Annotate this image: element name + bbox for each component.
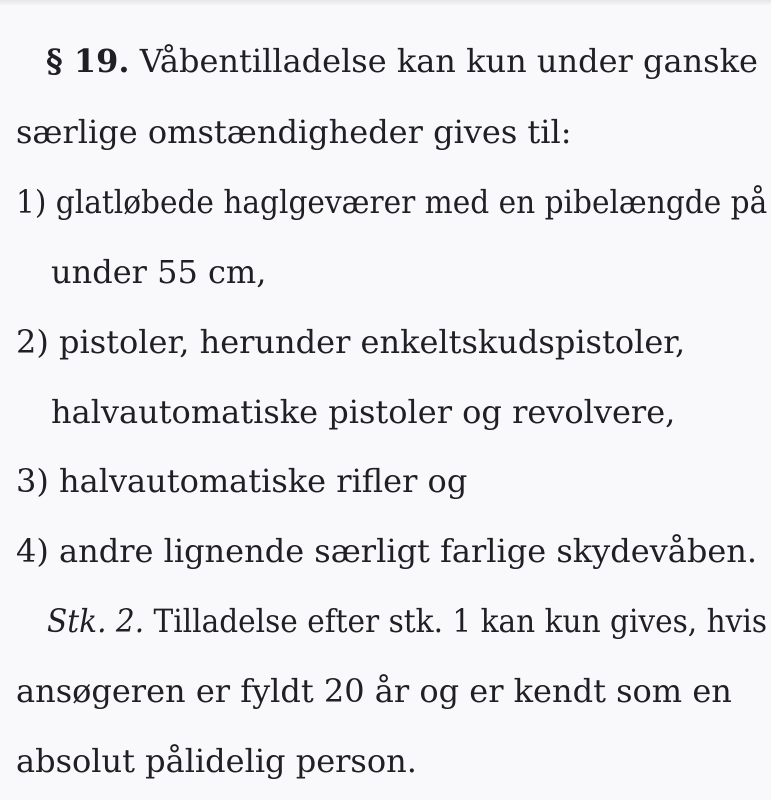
list-item-text: pistoler, herunder enkeltskudspistoler, <box>59 323 686 361</box>
stk2-line-1 <box>47 601 767 641</box>
list-item-text: andre lignende særligt farlige skydevåben. <box>59 532 758 570</box>
list-item-text-continued: halvautomatiske pistoler og revolvere, <box>51 393 676 431</box>
section-intro-text-1: Våbentilladelse kan kun under ganske <box>139 42 758 80</box>
section-intro-text-2: særlige omstændigheder gives til: <box>16 113 572 151</box>
list-item-number: 4) <box>16 532 49 570</box>
list-item-2-line-1 <box>16 322 685 362</box>
section-19-line-2 <box>16 112 572 152</box>
stk2-text-2: ansøgeren er fyldt 20 år og er kendt som en <box>16 672 732 710</box>
list-item-3 <box>16 461 467 501</box>
section-label: § 19. <box>46 42 130 80</box>
stk2-line-3 <box>16 741 417 781</box>
list-item-1-line-1 <box>16 182 767 222</box>
list-item-text: halvautomatiske rifler og <box>59 462 468 500</box>
list-item-4 <box>16 531 757 571</box>
list-item-1-line-2 <box>51 252 266 292</box>
section-19-line-1 <box>46 41 758 81</box>
stk2-text-1: Tilladelse efter stk. 1 kan kun gives, hvis <box>153 602 767 640</box>
stk2-label: Stk. 2. <box>47 602 145 640</box>
list-item-number: 2) <box>16 323 49 361</box>
list-item-number: 1) <box>16 183 47 221</box>
list-item-text-continued: under 55 cm, <box>51 253 267 291</box>
list-item-2-line-2 <box>51 392 675 432</box>
list-item-number: 3) <box>16 462 49 500</box>
stk2-line-2 <box>16 671 732 711</box>
stk2-text-3: absolut pålidelig person. <box>16 742 417 780</box>
list-item-text: glatløbede haglgeværer med en pibelængde på <box>55 183 768 221</box>
